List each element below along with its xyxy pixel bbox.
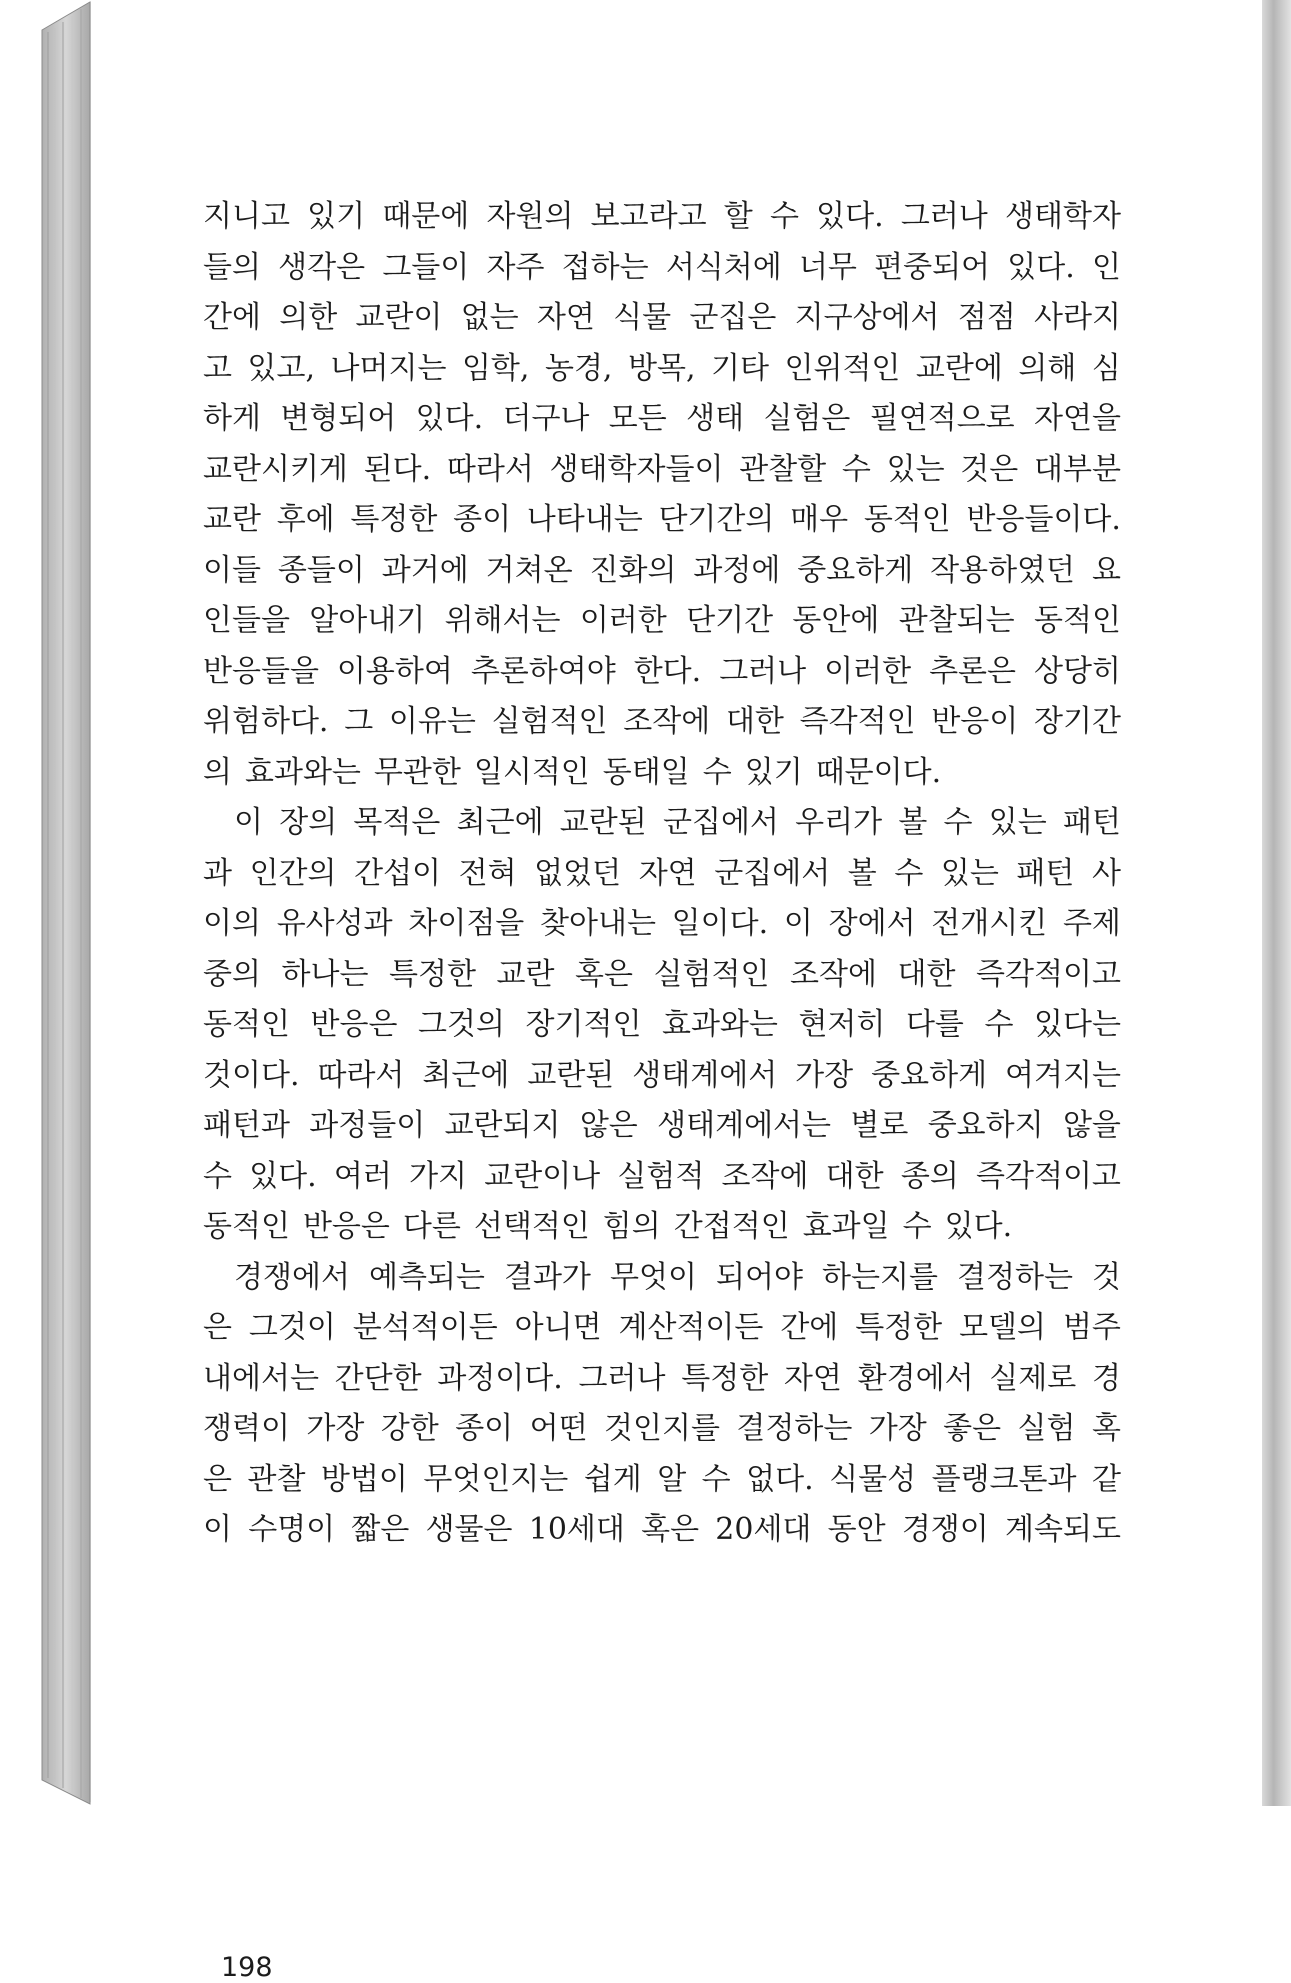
word: 접하는 bbox=[561, 249, 649, 285]
word: 간단한 bbox=[334, 1360, 422, 1396]
word: 방목, bbox=[627, 350, 696, 386]
word: 더구나 bbox=[502, 401, 590, 436]
text-line bbox=[203, 1505, 1121, 1556]
word: 생태계에서 bbox=[632, 1057, 778, 1093]
word: 패턴과 bbox=[203, 1108, 290, 1143]
word: 들의 bbox=[203, 249, 261, 285]
word: 임학, bbox=[461, 350, 530, 386]
word: 쟁력이 bbox=[203, 1411, 290, 1446]
text-line bbox=[203, 950, 1121, 1001]
word: 장기간 bbox=[1034, 704, 1121, 739]
word: 단기간 bbox=[686, 603, 774, 638]
word: 그 bbox=[344, 704, 374, 739]
word: 이의 bbox=[203, 906, 261, 941]
text-line bbox=[203, 192, 1121, 243]
word: 그러나 bbox=[900, 199, 988, 234]
body-text bbox=[203, 192, 1121, 1556]
word: 수명이 bbox=[248, 1512, 336, 1547]
word: 없다. bbox=[746, 1461, 814, 1497]
word: 단기간의 bbox=[658, 502, 775, 537]
word: 사라지 bbox=[1034, 300, 1121, 335]
text-line bbox=[203, 495, 1121, 546]
word: 것이다. bbox=[203, 1057, 300, 1093]
word: 있고, bbox=[247, 350, 315, 386]
word: 무엇인지는 bbox=[423, 1461, 569, 1497]
word: 요 bbox=[1091, 552, 1121, 588]
word: 혹은 bbox=[641, 1512, 700, 1547]
word: 추론은 bbox=[929, 653, 1017, 689]
word: 특정한 bbox=[855, 1310, 943, 1345]
word: 이유는 bbox=[388, 704, 476, 739]
text-line bbox=[203, 1000, 1121, 1051]
word: 수 bbox=[203, 1158, 232, 1194]
word: 변형되어 bbox=[280, 401, 397, 436]
word: 하나는 bbox=[281, 956, 369, 992]
word: 있다. bbox=[816, 199, 884, 234]
word: 의한 bbox=[279, 300, 338, 335]
word: 교란 bbox=[496, 956, 555, 992]
word: 짧은 bbox=[351, 1512, 410, 1547]
word: 있는 bbox=[940, 855, 999, 891]
word: 때문이다. bbox=[815, 754, 942, 790]
word: 다른 bbox=[402, 1209, 461, 1244]
word: 있다. bbox=[249, 1158, 317, 1194]
word: 모든 bbox=[608, 401, 667, 436]
word: 나타내는 bbox=[526, 502, 643, 537]
word: 자연 bbox=[536, 300, 595, 335]
word: 별로 bbox=[850, 1108, 909, 1143]
word: 간섭이 bbox=[354, 855, 442, 891]
word: 후에 bbox=[276, 502, 335, 537]
word: 플랭크톤과 bbox=[931, 1461, 1077, 1497]
word: 종들이 bbox=[277, 552, 365, 588]
text-line bbox=[203, 1404, 1121, 1455]
word: 그것의 bbox=[418, 1007, 505, 1042]
word: 종이 bbox=[453, 502, 512, 537]
word: 계속되도 bbox=[1005, 1512, 1121, 1547]
word: 있다. bbox=[944, 1209, 1013, 1244]
word: 실험적 bbox=[617, 1158, 705, 1194]
word: 강한 bbox=[380, 1411, 439, 1446]
word: 간에 bbox=[780, 1310, 839, 1345]
word: 수 bbox=[701, 1461, 731, 1497]
word: 있기 bbox=[744, 754, 803, 790]
word: 간에 bbox=[203, 300, 261, 335]
word: 가장 bbox=[795, 1057, 854, 1093]
word: 때문에 bbox=[382, 199, 470, 234]
word: 실험 bbox=[1017, 1411, 1076, 1446]
word: 볼 bbox=[847, 855, 877, 891]
word: 동태일 bbox=[602, 754, 690, 790]
word: 예측되는 bbox=[368, 1259, 485, 1295]
word: 반응은 bbox=[302, 1209, 390, 1244]
text-line bbox=[203, 1354, 1121, 1405]
word: 매우 bbox=[790, 502, 849, 537]
word: 찾아내는 bbox=[540, 906, 656, 941]
word: 여러 bbox=[333, 1158, 392, 1194]
text-line bbox=[203, 1152, 1121, 1203]
word: 과정에 bbox=[693, 552, 781, 588]
word: 교란이 bbox=[355, 300, 443, 335]
word: 은 bbox=[203, 1461, 232, 1497]
word: 한다. bbox=[633, 653, 702, 689]
word: 반응이 bbox=[931, 704, 1019, 739]
word: 종의 bbox=[900, 1158, 959, 1194]
word: 패턴 bbox=[1016, 855, 1075, 891]
word: 추론하여야 bbox=[470, 653, 616, 689]
word: 알 bbox=[657, 1461, 687, 1497]
word: 따라서 bbox=[446, 451, 534, 487]
word: 전혀 bbox=[458, 855, 517, 891]
page-shadow bbox=[1262, 0, 1291, 1806]
word: 수 bbox=[902, 1209, 932, 1244]
text-line bbox=[203, 748, 1121, 799]
word: 않을 bbox=[1062, 1108, 1121, 1143]
word: 좋은 bbox=[943, 1411, 1002, 1446]
word: 교란에 bbox=[915, 350, 1003, 386]
word: 진화의 bbox=[589, 552, 677, 588]
word: 혹은 bbox=[575, 956, 633, 992]
word: 경 bbox=[1091, 1360, 1121, 1396]
word: 그러나 bbox=[578, 1360, 666, 1396]
word: 것은 bbox=[960, 451, 1019, 487]
text-line bbox=[203, 596, 1121, 647]
word: 군집은 bbox=[689, 300, 777, 335]
word: 자연 bbox=[783, 1360, 842, 1396]
text-line bbox=[203, 445, 1121, 496]
word: 기타 bbox=[711, 350, 769, 386]
word: 할 bbox=[723, 199, 753, 234]
word: 하는지를 bbox=[822, 1259, 938, 1295]
word: 것인지를 bbox=[604, 1411, 720, 1446]
word: 되어야 bbox=[716, 1259, 803, 1295]
text-line bbox=[203, 1202, 1121, 1253]
word: 된다. bbox=[363, 451, 432, 487]
word: 이 bbox=[783, 906, 813, 941]
word: 중요하게 bbox=[797, 552, 914, 588]
word: 위험하다. bbox=[203, 704, 329, 739]
word: 상당히 bbox=[1034, 653, 1121, 689]
word: 효과일 bbox=[802, 1209, 890, 1244]
text-line bbox=[203, 647, 1121, 698]
word: 수 bbox=[841, 451, 871, 487]
word: 생각은 bbox=[278, 249, 366, 285]
word: 따라서 bbox=[317, 1057, 405, 1093]
text-line bbox=[203, 293, 1121, 344]
word: 그러나 bbox=[719, 653, 807, 689]
text-line bbox=[203, 1101, 1121, 1152]
word: 관찰 bbox=[247, 1461, 306, 1497]
word: 환경에서 bbox=[857, 1360, 974, 1396]
word: 있다. bbox=[415, 401, 484, 436]
word: 생태학자들이 bbox=[549, 451, 724, 487]
word: 목적은 bbox=[353, 805, 441, 840]
word: 즉각적인 bbox=[799, 704, 916, 739]
word: 관찰되는 bbox=[898, 603, 1015, 638]
word: 중요하지 bbox=[927, 1108, 1044, 1143]
word: 동적인 bbox=[203, 1209, 290, 1244]
word: 과정들이 bbox=[309, 1108, 426, 1143]
word: 실험적인 bbox=[491, 704, 608, 739]
word: 간접적인 bbox=[673, 1209, 790, 1244]
word: 과 bbox=[203, 855, 232, 891]
word: 장기적인 bbox=[525, 1007, 642, 1042]
word: 동안 bbox=[827, 1512, 886, 1547]
word: 은 bbox=[203, 1310, 232, 1345]
word: 일이다. bbox=[671, 906, 769, 941]
word: 반응들을 bbox=[203, 653, 319, 689]
word: 분석적이든 bbox=[352, 1310, 498, 1345]
word: 어떤 bbox=[529, 1411, 588, 1446]
word: 실제로 bbox=[989, 1360, 1077, 1396]
word: 지구상에서 bbox=[794, 300, 940, 335]
word: 자원의 bbox=[486, 199, 574, 234]
word: 생태계에서는 bbox=[657, 1108, 832, 1143]
word: 수 bbox=[943, 805, 973, 840]
word: 식물 bbox=[613, 300, 672, 335]
word: 나머지는 bbox=[330, 350, 447, 386]
word: 반응은 bbox=[310, 1007, 398, 1042]
word: 것 bbox=[1091, 1259, 1121, 1295]
word: 아니면 bbox=[514, 1310, 602, 1345]
word: 수 bbox=[702, 754, 732, 790]
word: 편중되어 bbox=[874, 249, 991, 285]
word: 고 bbox=[203, 350, 232, 386]
word: 자주 bbox=[486, 249, 545, 285]
word: 교란된 bbox=[527, 1057, 615, 1093]
word: 과거에 bbox=[381, 552, 469, 588]
word: 있는 bbox=[886, 451, 945, 487]
word: 주제 bbox=[1062, 906, 1121, 941]
text-line bbox=[203, 1051, 1121, 1102]
word: 인 bbox=[1091, 249, 1121, 285]
text-line bbox=[203, 1455, 1121, 1506]
word: 특정한 bbox=[350, 502, 438, 537]
word: 무관한 bbox=[373, 754, 461, 790]
word: 너무 bbox=[798, 249, 857, 285]
word: 유사성과 bbox=[276, 906, 393, 941]
word: 알아내기 bbox=[309, 603, 426, 638]
word: 효과와는 bbox=[661, 1007, 778, 1042]
word: 동안에 bbox=[792, 603, 880, 638]
word: 반응들이다. bbox=[966, 502, 1121, 537]
word: 점점 bbox=[957, 300, 1016, 335]
word: 의 bbox=[203, 754, 232, 790]
word: 인들을 bbox=[203, 603, 290, 638]
word: 그들이 bbox=[382, 249, 470, 285]
text-line bbox=[203, 394, 1121, 445]
word: 효과와는 bbox=[244, 754, 361, 790]
word: 생태학자 bbox=[1005, 199, 1121, 234]
word: 다를 bbox=[905, 1007, 964, 1042]
word: 이 bbox=[234, 805, 263, 840]
word: 실험적인 bbox=[653, 956, 770, 992]
text-line bbox=[203, 546, 1121, 597]
word: 대부분 bbox=[1034, 451, 1121, 487]
word: 종이 bbox=[455, 1411, 514, 1446]
word: 차이점을 bbox=[408, 906, 525, 941]
word: 최근에 bbox=[422, 1057, 510, 1093]
word: 않은 bbox=[579, 1108, 638, 1143]
word: 쉽게 bbox=[583, 1461, 642, 1497]
word: 교란이나 bbox=[484, 1158, 601, 1194]
text-line bbox=[203, 849, 1121, 900]
word: 특정한 bbox=[681, 1360, 769, 1396]
word: 실험은 bbox=[763, 401, 851, 436]
word: 생물은 bbox=[425, 1512, 513, 1547]
word: 계산적이든 bbox=[618, 1310, 764, 1345]
word: 대한 bbox=[825, 1158, 884, 1194]
word: 작용하였던 bbox=[930, 552, 1076, 588]
word: 있기 bbox=[307, 199, 366, 234]
text-line bbox=[203, 344, 1121, 395]
word: 무엇이 bbox=[609, 1259, 697, 1295]
word: 특정한 bbox=[389, 956, 476, 992]
word: 전개시킨 bbox=[931, 906, 1048, 941]
word: 이 bbox=[203, 1512, 232, 1547]
text-line bbox=[203, 798, 1121, 849]
text-line bbox=[203, 243, 1121, 294]
word: 그것이 bbox=[248, 1310, 336, 1345]
word: 없는 bbox=[460, 300, 519, 335]
word: 즉각적이고 bbox=[976, 956, 1121, 992]
word: 혹 bbox=[1091, 1411, 1121, 1446]
word: 사 bbox=[1091, 855, 1121, 891]
word: 가장 bbox=[306, 1411, 365, 1446]
word: 하게 bbox=[203, 401, 261, 436]
word: 같 bbox=[1091, 1461, 1121, 1497]
word: 대한 bbox=[725, 704, 784, 739]
word: 있는 bbox=[988, 805, 1047, 840]
word: 결과가 bbox=[503, 1259, 591, 1295]
word: 경쟁에서 bbox=[234, 1259, 350, 1295]
text-line bbox=[203, 697, 1121, 748]
word: 경쟁이 bbox=[901, 1512, 989, 1547]
word: 심 bbox=[1091, 350, 1121, 386]
word: 교란시키게 bbox=[203, 451, 348, 487]
word: 힘의 bbox=[602, 1209, 661, 1244]
word: 모델의 bbox=[959, 1310, 1047, 1345]
word: 보고라고 bbox=[590, 199, 707, 234]
word: 동적인 bbox=[863, 502, 951, 537]
word: 지니고 bbox=[203, 199, 290, 234]
word: 있다. bbox=[1007, 249, 1075, 285]
word: 교란되지 bbox=[444, 1108, 561, 1143]
word: 방법이 bbox=[320, 1461, 408, 1497]
word: 필연적으로 bbox=[869, 401, 1015, 436]
word: 내에서는 bbox=[203, 1360, 319, 1396]
word: 현저히 bbox=[798, 1007, 886, 1042]
word: 조작에 bbox=[721, 1158, 809, 1194]
word: 없었던 bbox=[534, 855, 622, 891]
word: 관찰할 bbox=[739, 451, 827, 487]
word: 중의 bbox=[203, 956, 261, 992]
word: 생태 bbox=[686, 401, 745, 436]
word: 과정이다. bbox=[437, 1360, 563, 1396]
word: 조작에 bbox=[623, 704, 711, 739]
book-edge bbox=[0, 0, 100, 1806]
word: 우리가 bbox=[795, 805, 883, 840]
word: 장의 bbox=[279, 805, 338, 840]
word: 수 bbox=[769, 199, 799, 234]
word: 인간의 bbox=[249, 855, 337, 891]
word: 결정하는 bbox=[736, 1411, 853, 1446]
book-page bbox=[90, 2, 1261, 1983]
word: 교란 bbox=[203, 502, 261, 537]
word: 자연을 bbox=[1034, 401, 1121, 436]
word: 가장 bbox=[868, 1411, 927, 1446]
word: 이러한 bbox=[824, 653, 912, 689]
word: 이들 bbox=[203, 552, 261, 588]
page-number: 198 bbox=[221, 1952, 273, 1983]
word: 결정하는 bbox=[957, 1259, 1073, 1295]
word: 최근에 bbox=[456, 805, 544, 840]
word: 조작에 bbox=[790, 956, 877, 992]
word: 선택적인 bbox=[473, 1209, 590, 1244]
word: 중요하게 bbox=[871, 1057, 988, 1093]
word: 동적인 bbox=[203, 1007, 290, 1042]
word: 가지 bbox=[409, 1158, 468, 1194]
word: 20세대 bbox=[715, 1512, 812, 1547]
text-line bbox=[203, 1303, 1121, 1354]
word: 즉각적이고 bbox=[976, 1158, 1121, 1194]
word: 일시적인 bbox=[473, 754, 590, 790]
word: 위해서는 bbox=[444, 603, 561, 638]
word: 범주 bbox=[1062, 1310, 1121, 1345]
word: 식물성 bbox=[829, 1461, 917, 1497]
word: 있다는 bbox=[1033, 1007, 1121, 1042]
word: 서식처에 bbox=[665, 249, 782, 285]
word: 10세대 bbox=[528, 1512, 625, 1547]
word: 이용하여 bbox=[336, 653, 453, 689]
word: 의해 bbox=[1018, 350, 1077, 386]
word: 군집에서 bbox=[662, 805, 779, 840]
text-line bbox=[203, 899, 1121, 950]
word: 볼 bbox=[898, 805, 928, 840]
word: 여겨지는 bbox=[1005, 1057, 1121, 1093]
word: 장에서 bbox=[828, 906, 916, 941]
word: 대한 bbox=[897, 956, 956, 992]
word: 동적인 bbox=[1033, 603, 1121, 638]
word: 이러한 bbox=[579, 603, 667, 638]
word: 수 bbox=[984, 1007, 1014, 1042]
word: 인위적인 bbox=[784, 350, 901, 386]
word: 군집에서 bbox=[714, 855, 831, 891]
word: 자연 bbox=[638, 855, 697, 891]
text-line bbox=[203, 1253, 1121, 1304]
word: 패턴 bbox=[1062, 805, 1121, 840]
word: 농경, bbox=[544, 350, 613, 386]
word: 거쳐온 bbox=[485, 552, 573, 588]
word: 수 bbox=[894, 855, 924, 891]
word: 교란된 bbox=[559, 805, 647, 840]
